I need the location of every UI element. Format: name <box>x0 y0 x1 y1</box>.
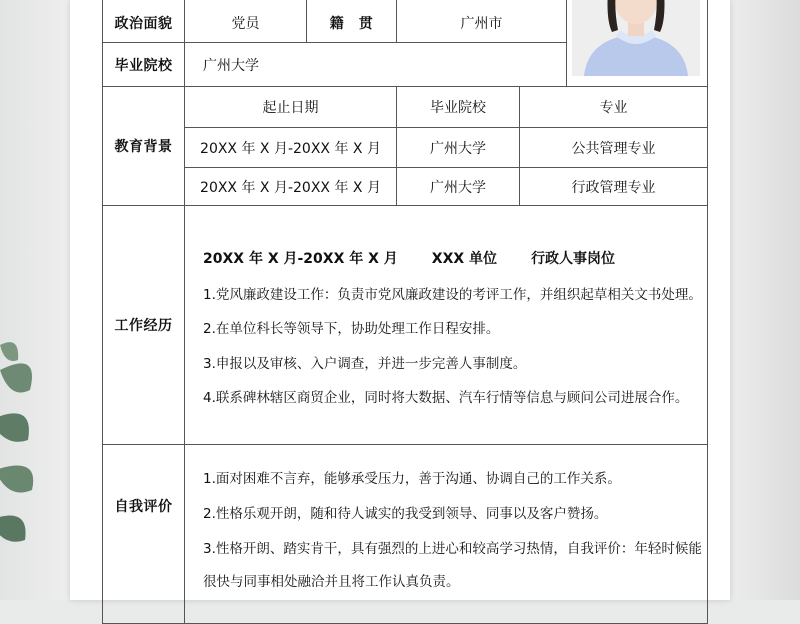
self-eval-item: 1.面对困难不言弃，能够承受压力，善于沟通、协调自己的工作关系。 <box>203 471 621 487</box>
native-place-value: 广州市 <box>396 0 567 43</box>
work-company: XXX 单位 <box>431 251 498 267</box>
education-header-dates: 起止日期 <box>184 86 397 128</box>
self-eval-item: 3.性格开朗、踏实肯干，具有强烈的上进心和较高学习热情，自我评价：年轻时候能 <box>203 541 702 557</box>
education-row-dates: 20XX 年 X 月-20XX 年 X 月 <box>184 127 397 168</box>
education-header-school: 毕业院校 <box>396 86 520 128</box>
work-content <box>184 205 708 445</box>
education-row-major: 行政管理专业 <box>519 167 708 206</box>
school-value: 广州大学 <box>184 42 567 87</box>
education-row-school: 广州大学 <box>396 167 520 206</box>
work-item: 3.申报以及审核、入户调查，并进一步完善人事制度。 <box>203 356 527 372</box>
self-eval-item: 很快与同事相处融洽并且将工作认真负责。 <box>203 574 460 590</box>
education-row-school: 广州大学 <box>396 127 520 168</box>
work-item: 4.联系碑林辖区商贸企业，同时将大数据、汽车行情等信息与顾问公司进展合作。 <box>203 390 689 406</box>
education-label: 教育背景 <box>102 86 185 206</box>
work-position: 行政人事岗位 <box>531 251 616 267</box>
education-row-dates: 20XX 年 X 月-20XX 年 X 月 <box>184 167 397 206</box>
self-eval-item: 2.性格乐观开朗，随和待人诚实的我受到领导、同事以及客户赞扬。 <box>203 506 608 522</box>
work-item: 2.在单位科长等领导下，协助处理工作日程安排。 <box>203 321 500 337</box>
background-right <box>730 0 800 600</box>
political-value: 党员 <box>184 0 307 43</box>
education-header-major: 专业 <box>519 86 708 128</box>
self-eval-label: 自我评价 <box>102 444 185 624</box>
work-label: 工作经历 <box>102 205 185 445</box>
work-period: 20XX 年 X 月-20XX 年 X 月 <box>203 251 398 267</box>
education-row-major: 公共管理专业 <box>519 127 708 168</box>
work-heading <box>203 248 615 268</box>
self-eval-content <box>184 444 708 624</box>
native-place-label: 籍 贯 <box>306 0 397 43</box>
photo-frame <box>566 0 708 87</box>
political-label: 政治面貌 <box>102 0 185 43</box>
plant-leaves-decoration <box>0 330 80 600</box>
school-label: 毕业院校 <box>102 42 185 87</box>
work-item: 1.党风廉政建设工作：负责市党风廉政建设的考评工作，并组织起草相关文书处理。 <box>203 287 702 303</box>
